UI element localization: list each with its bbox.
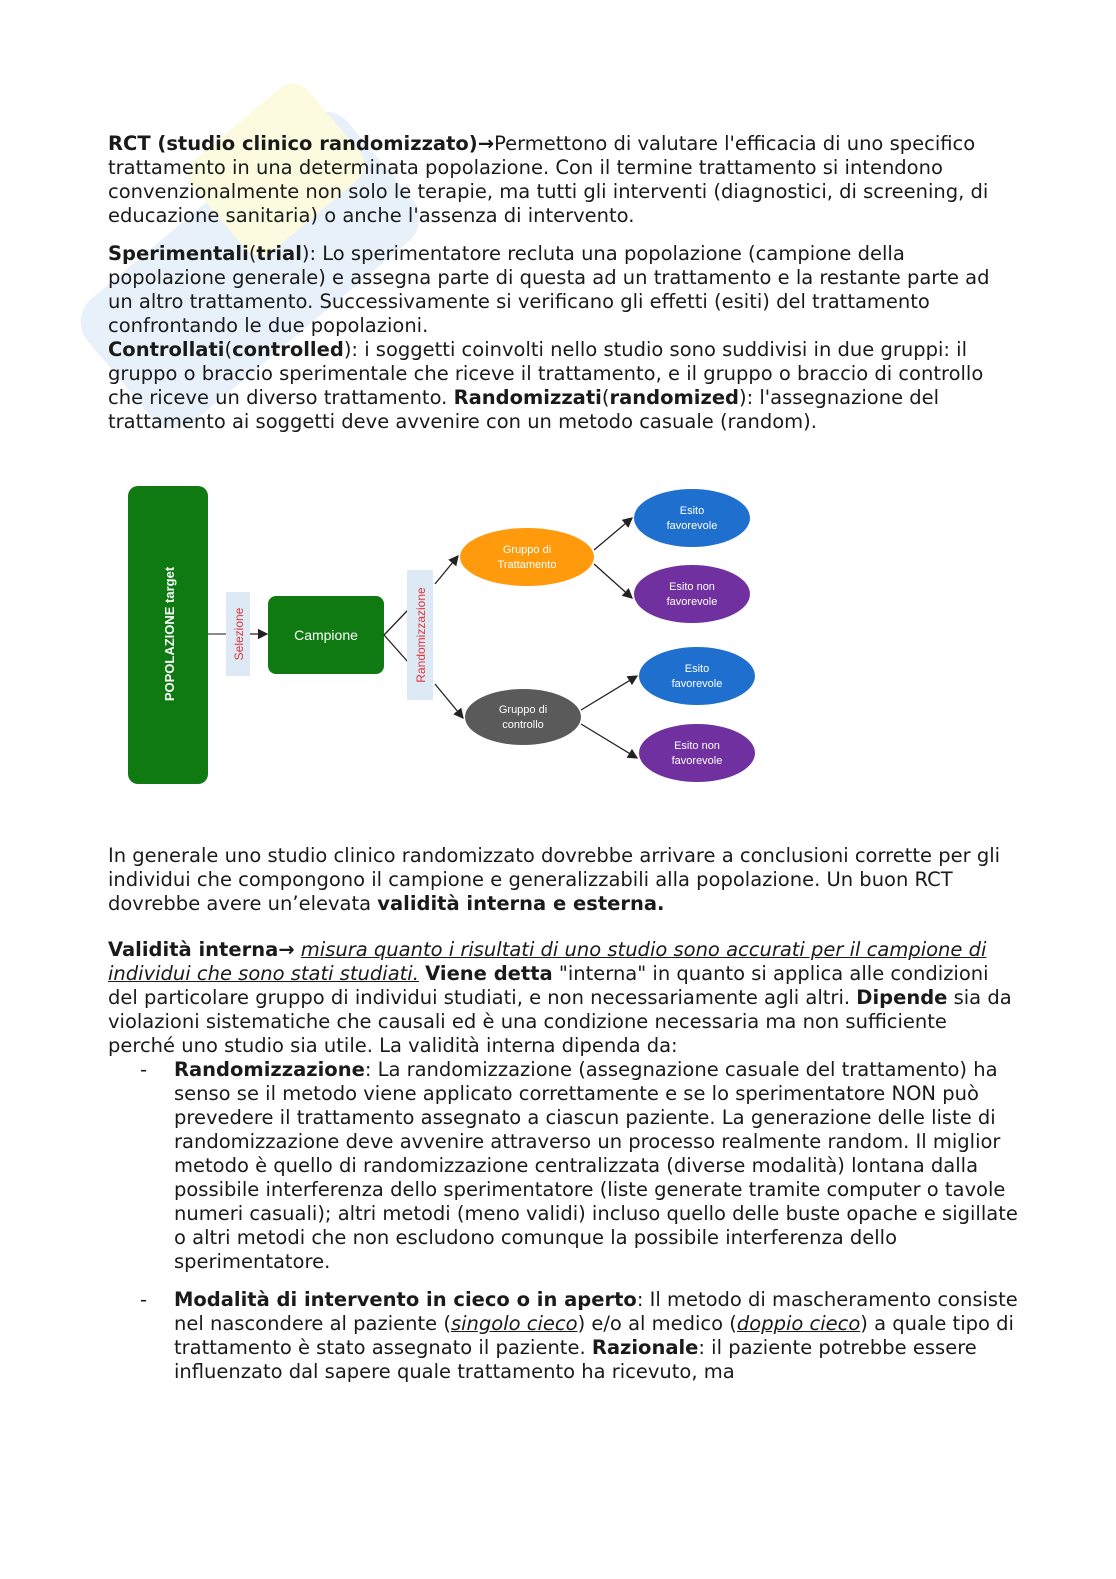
outcome-label: Esito	[684, 663, 710, 675]
bullet-title: Modalità di intervento in cieco o in aperto	[174, 1288, 637, 1311]
outcome-favorable-2	[639, 647, 755, 705]
control-group-label-1: Gruppo di	[498, 704, 548, 716]
controllati-paragraph: Controllati(controlled): i soggetti coinvolti nello studio sono suddivisi in due gruppi: il gruppo o braccio sperimentale che riceve il trattamento, e il gruppo o braccio di controllo che riceve un diverso trattamento. Randomizzati(randomized): l'assegnazione del trattamento ai soggetti deve avvenire con un metodo casuale (random).	[108, 338, 984, 433]
outcome-favorable-1	[634, 489, 750, 547]
rct-diagram	[108, 462, 1018, 822]
bullet-text: : La randomizzazione (assegnazione casuale del trattamento) ha senso se il metodo viene applicato correttamente e se lo sperimentatore NON può prevedere il trattamento assegnato a ciascun paziente. La generazione delle liste di randomizzazione deve avvenire attraverso un processo realmente random. Il miglior metodo è quello di randomizzazione centralizzata (diverse modalità) lontana dalla possibile interferenza dello sperimentatore (liste generate tramite computer o tavole numeri casuali); altri metodi (meno validi) incluso quello delle buste opache e sigillate o altri metodi che non escludono comunque la possibile interferenza dello sperimentatore.	[174, 1058, 1018, 1273]
outcome-unfavorable-1	[634, 565, 750, 623]
internal-validity-definition: misura quanto i risultati di uno studio sono accurati per il campione di individui che sono stati studiati.	[108, 938, 987, 985]
general-paragraph	[108, 844, 1018, 916]
bullet-text: ) e/o al medico (	[577, 1312, 737, 1335]
controlled-term: controlled	[232, 338, 344, 361]
trial-term: trial	[256, 242, 302, 265]
arrow-to-outcome	[594, 518, 632, 550]
control-group-label-2: controllo	[502, 719, 544, 731]
controllati-term: Controllati	[108, 338, 225, 361]
bullet-dash: -	[140, 1058, 148, 1081]
outcome-label: favorevole	[666, 520, 718, 532]
dipende-text: sia da violazioni sistematiche che causali ed è una condizione necessaria ma non sufficiente perché uno studio sia utile. La validità interna dipenda da:	[108, 986, 1012, 1057]
sample-label: Campione	[294, 627, 358, 643]
bullet-text: : Il metodo di mascheramento consiste nel nascondere al paziente (	[174, 1288, 1018, 1335]
viene-detta-text: "interna" in quanto si applica alle condizioni del particolare gruppo di individui studiati, e non necessariamente agli altri.	[108, 962, 989, 1009]
outcome-label: Esito	[679, 505, 705, 517]
outcome-label: Esito non	[669, 581, 715, 593]
treatment-group-label-2: Trattamento	[497, 559, 557, 571]
internal-validity-title: Validità interna	[108, 938, 279, 961]
bullet-text: ) a quale tipo di trattamento è stato assegnato il paziente.	[174, 1312, 1014, 1359]
population-label: POPOLAZIONE target	[162, 566, 177, 702]
outcome-label: favorevole	[671, 755, 723, 767]
control-group-ellipse	[465, 689, 581, 745]
outcome-label: favorevole	[666, 596, 718, 608]
internal-validity-list	[108, 1058, 1018, 1384]
sperimentali-term: Sperimentali	[108, 242, 249, 265]
razionale-term: Razionale	[591, 1336, 699, 1359]
randomized-term: randomized	[609, 386, 740, 409]
general-text: In generale uno studio clinico randomizzato dovrebbe arrivare a conclusioni corrette per gli individui che compongono il campione e generalizzabili alla popolazione. Un buon RCT dovrebbe avere un’elevata	[108, 844, 1001, 915]
intro-paragraph	[108, 132, 1018, 228]
list-item	[108, 1058, 1018, 1274]
bullet-title: Randomizzazione	[174, 1058, 365, 1081]
sperimentali-paragraph: Sperimentali(trial): Lo sperimentatore recluta una popolazione (campione della popolazione generale) e assegna parte di questa ad un trattamento e la restante parte ad un altro trattamento. Successivamente si verificano gli effetti (esiti) del trattamento confrontando le due popolazioni.	[108, 242, 990, 337]
dipende-term: Dipende	[856, 986, 948, 1009]
list-item	[108, 1288, 1018, 1384]
sperimentali-text: : Lo sperimentatore recluta una popolazione (campione della popolazione generale) e assegna parte di questa ad un trattamento e la restante parte ad un altro trattamento. Successivamente si verificano gli effetti (esiti) del trattamento confrontando le due popolazioni.	[108, 242, 990, 337]
arrow-to-treatment	[435, 556, 458, 584]
single-blind-term: singolo cieco	[450, 1312, 578, 1335]
arrow-to-outcome	[581, 676, 637, 710]
intro-text: Permettono di valutare l'efficacia di uno specifico trattamento in una determinata popolazione. Con il termine trattamento si intendono convenzionalmente non solo le terapie, ma tutti gli interventi (diagnostici, di screening, di educazione sanitaria) o anche l'assenza di intervento.	[108, 132, 989, 227]
outcome-label: favorevole	[671, 678, 723, 690]
controllati-text: : i soggetti coinvolti nello studio sono suddivisi in due gruppi: il gruppo o braccio sperimentale che riceve il trattamento, e il gruppo o braccio di controllo che riceve un diverso trattamento.	[108, 338, 984, 409]
bullet-text: : il paziente potrebbe essere influenzato dal sapere quale trattamento ha ricevuto, ma	[174, 1336, 977, 1383]
viene-detta-term: Viene detta	[425, 962, 553, 985]
selection-label: Selezione	[232, 607, 246, 661]
randomizzati-text: : l'assegnazione del trattamento ai soggetti deve avvenire con un metodo casuale (random).	[108, 386, 940, 433]
branch-line	[384, 610, 408, 635]
arrow-icon: →	[477, 132, 495, 155]
intro-title: RCT (studio clinico randomizzato)	[108, 132, 478, 155]
arrow-to-control	[435, 684, 463, 718]
double-blind-term: doppio cieco	[736, 1312, 861, 1335]
internal-validity-paragraph	[108, 938, 1018, 1058]
treatment-group-label-1: Gruppo di	[502, 544, 552, 556]
randomization-label: Randomizzazione	[414, 587, 428, 683]
arrow-to-outcome	[594, 564, 632, 598]
rct-flow-svg	[120, 484, 780, 794]
bullet-dash: -	[140, 1288, 148, 1311]
treatment-group-ellipse	[460, 528, 594, 586]
document-body	[108, 132, 1018, 1384]
randomizzati-term: Randomizzati	[453, 386, 602, 409]
outcome-label: Esito non	[674, 740, 720, 752]
outcome-unfavorable-2	[639, 724, 755, 782]
branch-line	[384, 635, 408, 662]
arrow-icon: →	[278, 938, 295, 961]
arrow-to-outcome	[581, 724, 637, 758]
general-bold: validità interna e esterna.	[377, 892, 665, 915]
